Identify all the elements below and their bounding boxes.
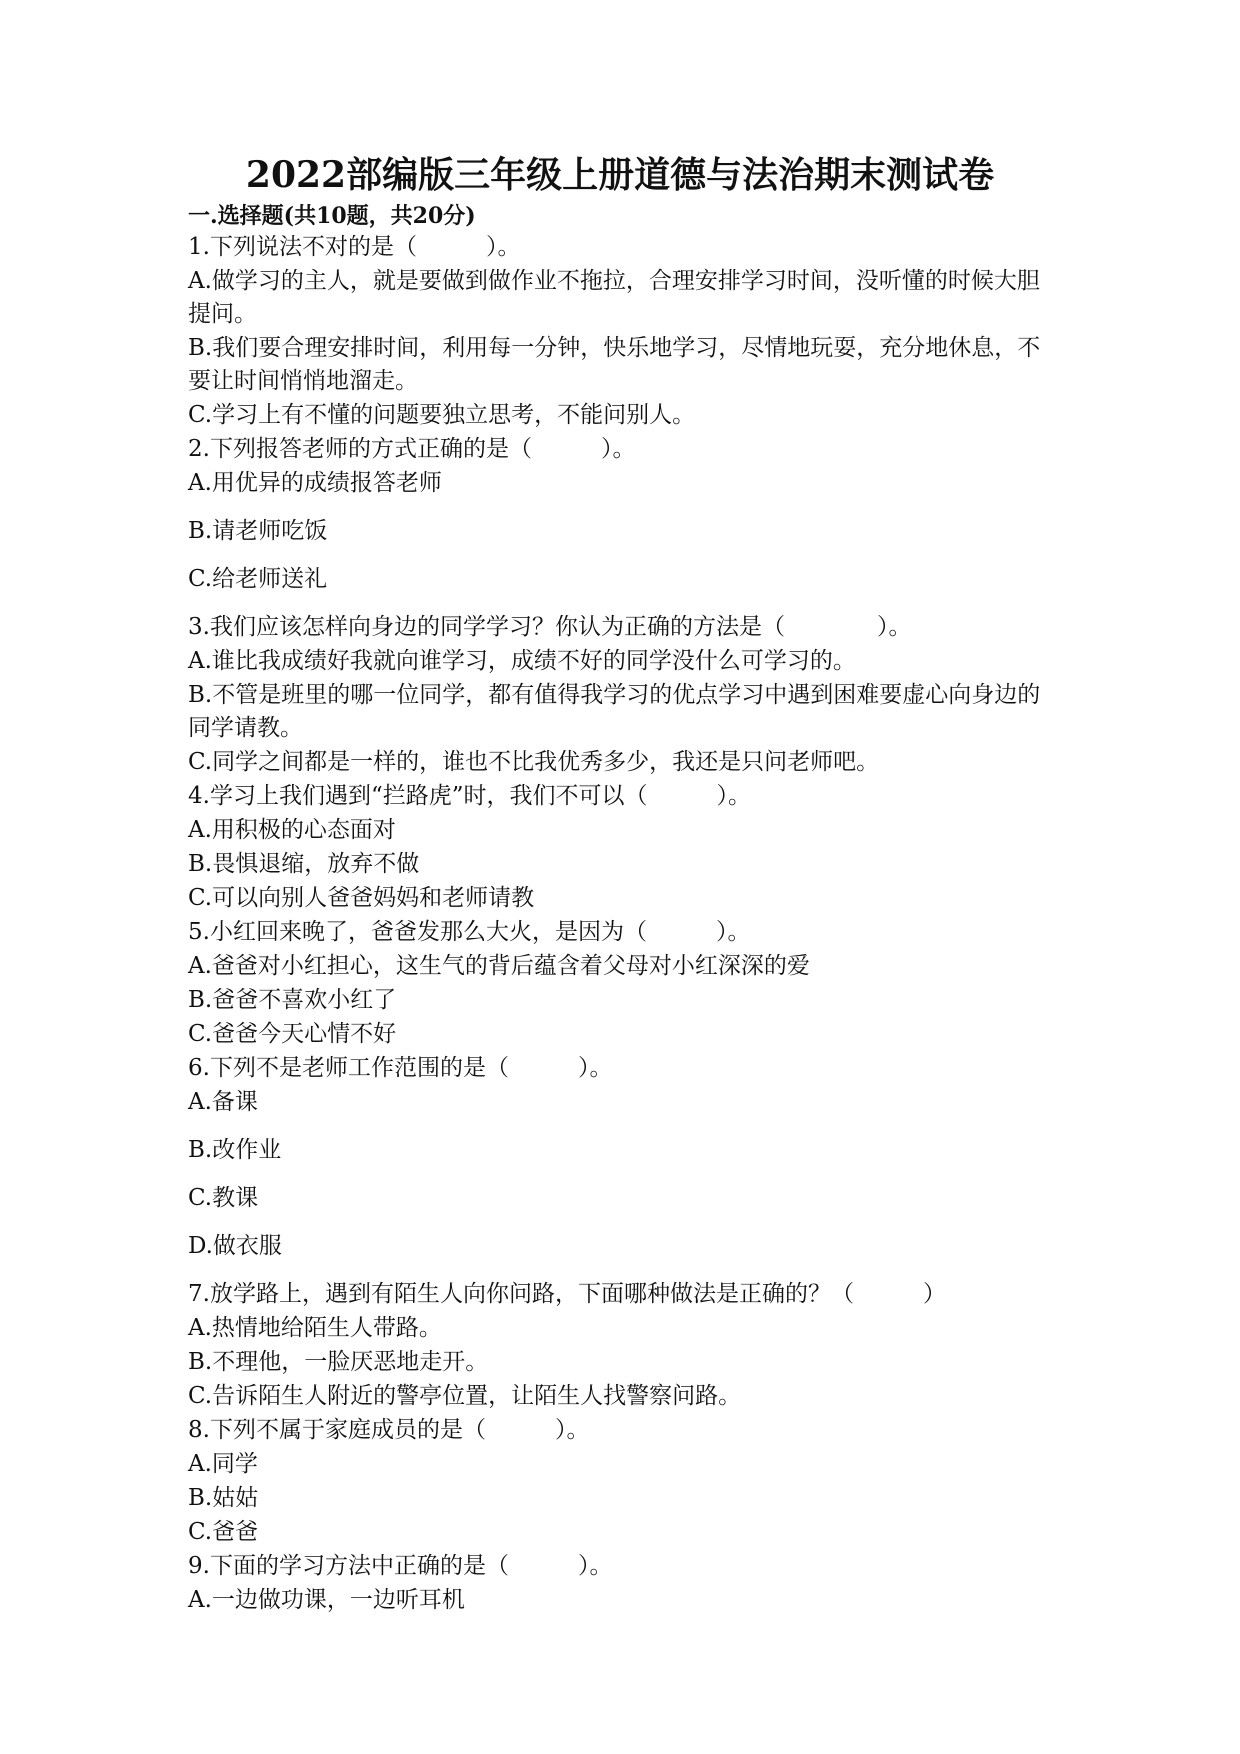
option-b: B.畏惧退缩，放弃不做 bbox=[188, 851, 420, 877]
option-c: C.学习上有不懂的问题要独立思考，不能问别人。 bbox=[188, 402, 696, 428]
option-a: A.备课 bbox=[188, 1089, 258, 1115]
question-item bbox=[188, 916, 1058, 1051]
option-c: C.告诉陌生人附近的警亭位置，让陌生人找警察问路。 bbox=[188, 1383, 742, 1409]
option-c: C.爸爸今天心情不好 bbox=[188, 1021, 397, 1047]
option-a: A.做学习的主人，就是要做到做作业不拖拉，合理安排学习时间，没听懂的时候大胆提问。 bbox=[188, 268, 1040, 327]
question-stem: 1.下列说法不对的是（ ）。 bbox=[188, 234, 521, 260]
question-item bbox=[188, 611, 1058, 779]
option-b: B.改作业 bbox=[188, 1137, 282, 1163]
option-a: A.同学 bbox=[188, 1451, 258, 1477]
question-stem: 7.放学路上，遇到有陌生人向你问路，下面哪种做法是正确的？（ ） bbox=[188, 1281, 946, 1307]
question-stem: 3.我们应该怎样向身边的同学学习？你认为正确的方法是（ ）。 bbox=[188, 614, 912, 640]
option-b: B.不理他，一脸厌恶地走开。 bbox=[188, 1349, 489, 1375]
option-c: C.同学之间都是一样的，谁也不比我优秀多少，我还是只问老师吧。 bbox=[188, 749, 880, 775]
option-b: B.不管是班里的哪一位同学，都有值得我学习的优点学习中遇到困难要虚心向身边的同学请教。 bbox=[188, 682, 1041, 741]
option-c: C.给老师送礼 bbox=[188, 566, 328, 592]
option-b: B.姑姑 bbox=[188, 1485, 259, 1511]
question-item bbox=[188, 1414, 1058, 1549]
question-stem: 2.下列报答老师的方式正确的是（ ）。 bbox=[188, 436, 636, 462]
option-a: A.爸爸对小红担心，这生气的背后蕴含着父母对小红深深的爱 bbox=[188, 953, 810, 979]
section-heading: 一.选择题(共10题，共20分) bbox=[188, 203, 476, 229]
option-a: A.谁比我成绩好我就向谁学习，成绩不好的同学没什么可学习的。 bbox=[188, 648, 856, 674]
question-item bbox=[188, 231, 1058, 432]
option-c: C.教课 bbox=[188, 1185, 259, 1211]
question-stem: 5.小红回来晚了，爸爸发那么大火，是因为（ ）。 bbox=[188, 919, 751, 945]
option-c: C.可以向别人爸爸妈妈和老师请教 bbox=[188, 885, 535, 911]
option-b: B.我们要合理安排时间，利用每一分钟，快乐地学习，尽情地玩耍，充分地休息，不要让时间悄悄地溜走。 bbox=[188, 335, 1041, 394]
question-stem: 9.下面的学习方法中正确的是（ ）。 bbox=[188, 1553, 613, 1579]
question-item bbox=[188, 1278, 1058, 1413]
option-a: A.热情地给陌生人带路。 bbox=[188, 1315, 442, 1341]
question-item bbox=[188, 1550, 1058, 1617]
option-a: A.一边做功课，一边听耳机 bbox=[188, 1587, 465, 1613]
option-b: B.请老师吃饭 bbox=[188, 518, 328, 544]
option-a: A.用积极的心态面对 bbox=[188, 817, 396, 843]
question-item bbox=[188, 780, 1058, 915]
option-b: B.爸爸不喜欢小红了 bbox=[188, 987, 397, 1013]
question-item bbox=[188, 433, 1058, 596]
question-stem: 4.学习上我们遇到“拦路虎”时，我们不可以（ ）。 bbox=[188, 783, 751, 809]
question-stem: 6.下列不是老师工作范围的是（ ）。 bbox=[188, 1055, 613, 1081]
question-item bbox=[188, 1052, 1058, 1263]
option-a: A.用优异的成绩报答老师 bbox=[188, 470, 442, 496]
question-stem: 8.下列不属于家庭成员的是（ ）。 bbox=[188, 1417, 590, 1443]
page-title: 2022部编版三年级上册道德与法治期末测试卷 bbox=[245, 154, 995, 196]
option-c: C.爸爸 bbox=[188, 1519, 259, 1545]
option-d: D.做衣服 bbox=[188, 1233, 282, 1259]
question-list bbox=[188, 230, 1058, 1617]
